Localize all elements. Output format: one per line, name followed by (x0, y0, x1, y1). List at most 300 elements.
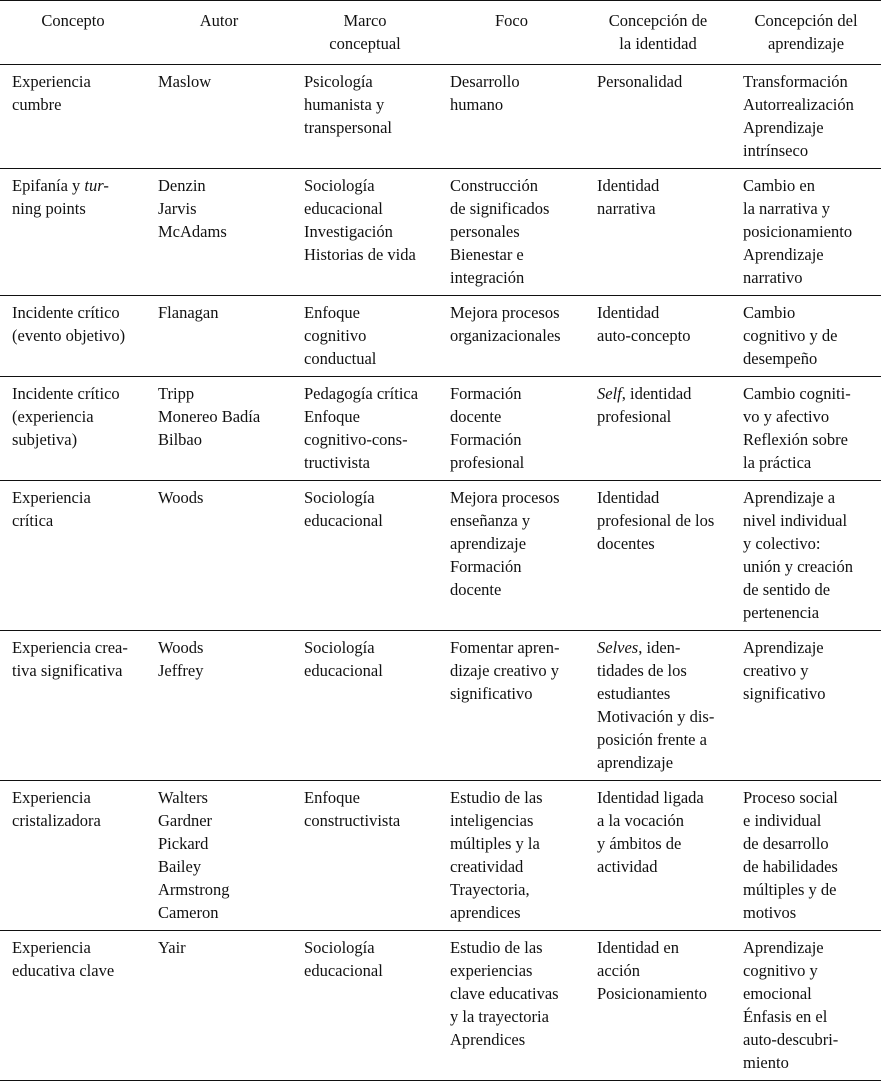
cell-line (304, 93, 432, 116)
cell-text: constructivista (304, 811, 401, 830)
cell-line (304, 382, 432, 405)
cell-line (158, 486, 286, 509)
cell-line (450, 451, 579, 474)
cell-text: Yair (158, 938, 186, 957)
cell-text: intrínseco (743, 141, 809, 160)
cell-text: tidades de los (597, 661, 687, 680)
cell-text: Jarvis (158, 199, 197, 218)
concepto-cell (0, 296, 146, 377)
cell-line (597, 70, 725, 93)
cell-line (158, 832, 286, 855)
cell-line (597, 936, 725, 959)
cell-text: Autorrealización (743, 95, 854, 114)
cell-line (597, 532, 725, 555)
cell-text: Fomentar apren- (450, 638, 560, 657)
cell-line (743, 93, 875, 116)
cell-line (743, 486, 875, 509)
cell-line (743, 1028, 875, 1051)
cell-text: Identidad en (597, 938, 680, 957)
cell-line (597, 174, 725, 197)
cell-line (158, 786, 286, 809)
cell-text: Construcción (450, 176, 538, 195)
cell-text: motivos (743, 903, 797, 922)
foco-cell (438, 296, 585, 377)
concepto-cell (0, 931, 146, 1081)
cell-text: Woods (158, 488, 204, 507)
cell-text: conductual (304, 349, 377, 368)
cell-line (743, 636, 875, 659)
cell-text: docente (450, 580, 502, 599)
table-row (0, 631, 881, 781)
cell-line (597, 405, 725, 428)
cell-line (743, 405, 875, 428)
cell-line (158, 301, 286, 324)
identidad-cell (585, 631, 731, 781)
cell-text: experiencias (450, 961, 533, 980)
cell-line (304, 405, 432, 428)
cell-text: la narrativa y (743, 199, 831, 218)
cell-line (597, 832, 725, 855)
cell-text: educacional (304, 661, 383, 680)
cell-text: tiva significativa (12, 661, 123, 680)
cell-text: Personalidad (597, 72, 683, 91)
cell-text: Incidente crítico (12, 303, 120, 322)
cell-text: (experiencia (12, 407, 94, 426)
cell-text: Motivación y dis- (597, 707, 715, 726)
cell-line (304, 486, 432, 509)
cell-line (597, 301, 725, 324)
marco-cell (292, 377, 438, 481)
cell-text: Reflexión sobre (743, 430, 848, 449)
cell-text: Aprendizaje (743, 245, 824, 264)
concepto-cell (0, 781, 146, 931)
cell-line (743, 578, 875, 601)
identidad-cell (585, 296, 731, 377)
cell-line (450, 405, 579, 428)
cell-line (12, 509, 140, 532)
cell-line (450, 855, 579, 878)
cell-text: integración (450, 268, 525, 287)
cell-line (450, 682, 579, 705)
cell-line (743, 532, 875, 555)
cell-text: Tripp (158, 384, 195, 403)
cell-line (743, 382, 875, 405)
cell-text: Formación (450, 384, 522, 403)
cell-text: creativo y (743, 661, 809, 680)
cell-text: Investigación (304, 222, 393, 241)
header-concepcion-identidad: Concepción de la identidad (608, 11, 708, 53)
cell-text: Identidad (597, 488, 660, 507)
cell-text: Pedagogía crítica (304, 384, 419, 403)
cell-text: Experiencia crea- (12, 638, 128, 657)
cell-text: e individual (743, 811, 822, 830)
cell-text: significativo (450, 684, 533, 703)
cell-text: , identidad (621, 384, 692, 403)
cell-text: Sociología (304, 938, 375, 957)
cell-text: cristalizadora (12, 811, 101, 830)
cell-text: Identidad (597, 176, 660, 195)
cell-line (304, 220, 432, 243)
cell-text: docentes (597, 534, 655, 553)
cell-text: Énfasis en el (743, 1007, 828, 1026)
cell-text: Formación (450, 430, 522, 449)
cell-text: Experiencia (12, 488, 91, 507)
cell-text: enseñanza y (450, 511, 531, 530)
cell-line (450, 266, 579, 289)
cell-line (450, 197, 579, 220)
cell-line (12, 70, 140, 93)
cell-line (597, 705, 725, 728)
autor-cell (146, 481, 292, 631)
cell-text: y colectivo: (743, 534, 821, 553)
cell-text: subjetiva) (12, 430, 78, 449)
cell-text: creatividad (450, 857, 524, 876)
aprendizaje-cell (731, 65, 881, 169)
cell-line (304, 116, 432, 139)
cell-line (743, 509, 875, 532)
cell-line (743, 428, 875, 451)
concepto-cell (0, 631, 146, 781)
aprendizaje-cell (731, 377, 881, 481)
cell-line (450, 809, 579, 832)
cell-text: emocional (743, 984, 812, 1003)
cell-line (12, 809, 140, 832)
autor-cell (146, 377, 292, 481)
cell-line (12, 324, 140, 347)
cell-line (450, 428, 579, 451)
cell-text: la práctica (743, 453, 812, 472)
cell-text: Sociología (304, 488, 375, 507)
cell-line (304, 301, 432, 324)
cell-text: nivel individual (743, 511, 848, 530)
cell-line (12, 428, 140, 451)
cell-line (304, 243, 432, 266)
cell-text: Proceso social (743, 788, 838, 807)
aprendizaje-cell (731, 781, 881, 931)
cell-text: posición frente a (597, 730, 707, 749)
cell-line (158, 659, 286, 682)
cell-text: aprendizaje (450, 534, 527, 553)
cell-text: Identidad ligada (597, 788, 704, 807)
cell-text: Experiencia (12, 72, 91, 91)
identidad-cell (585, 481, 731, 631)
header-autor: Autor (199, 11, 239, 30)
cell-text: Enfoque (304, 788, 360, 807)
cell-line (597, 728, 725, 751)
cell-line (597, 855, 725, 878)
cell-line (450, 324, 579, 347)
cell-line (450, 832, 579, 855)
cell-text: Enfoque (304, 303, 360, 322)
foco-cell (438, 65, 585, 169)
table-row (0, 65, 881, 169)
cell-line (304, 174, 432, 197)
cell-line (743, 832, 875, 855)
cell-text: McAdams (158, 222, 227, 241)
cell-line (304, 197, 432, 220)
cell-text: Woods (158, 638, 204, 657)
cell-line (597, 959, 725, 982)
cell-line (743, 139, 875, 162)
cell-line (158, 174, 286, 197)
cell-text: Bilbao (158, 430, 202, 449)
table-row (0, 781, 881, 931)
marco-cell (292, 781, 438, 931)
cell-line (743, 659, 875, 682)
cell-line (597, 659, 725, 682)
cell-line (743, 959, 875, 982)
cell-line (304, 936, 432, 959)
cell-line (450, 220, 579, 243)
italic-text: Selves (597, 638, 639, 657)
cell-line (158, 855, 286, 878)
cell-text: organizacionales (450, 326, 561, 345)
cell-line (304, 959, 432, 982)
cell-line (12, 197, 140, 220)
cell-text: profesional (597, 407, 672, 426)
cell-text: Cambio cogniti- (743, 384, 851, 403)
cell-line (597, 324, 725, 347)
cell-text: Armstrong (158, 880, 230, 899)
cell-text: Formación (450, 557, 522, 576)
cell-line (597, 382, 725, 405)
cell-text: estudiantes (597, 684, 671, 703)
cell-line (450, 93, 579, 116)
header-concepto: Concepto (41, 11, 105, 30)
cell-text: Maslow (158, 72, 212, 91)
cell-line (450, 486, 579, 509)
cell-line (304, 509, 432, 532)
cell-line (743, 197, 875, 220)
cell-line (12, 174, 140, 197)
autor-cell (146, 931, 292, 1081)
cell-line (450, 382, 579, 405)
cell-text: Identidad (597, 303, 660, 322)
cell-line (158, 878, 286, 901)
autor-cell (146, 631, 292, 781)
cell-text: profesional (450, 453, 525, 472)
marco-cell (292, 65, 438, 169)
cell-text: inteligencias (450, 811, 534, 830)
cell-line (743, 70, 875, 93)
cell-text: Desarrollo (450, 72, 520, 91)
cell-text: Mejora procesos (450, 303, 560, 322)
cell-text: vo y afectivo (743, 407, 830, 426)
cell-line (158, 197, 286, 220)
cell-text: Posicionamiento (597, 984, 707, 1003)
cell-line (743, 324, 875, 347)
table-row (0, 481, 881, 631)
cell-line (158, 809, 286, 832)
table-body (0, 65, 881, 1081)
cell-line (597, 982, 725, 1005)
cell-text: de significados (450, 199, 550, 218)
cell-text: Incidente crítico (12, 384, 120, 403)
cell-line (597, 751, 725, 774)
cell-text: cognitivo-cons- (304, 430, 408, 449)
marco-cell (292, 169, 438, 296)
cell-line (743, 601, 875, 624)
identidad-cell (585, 65, 731, 169)
cell-line (158, 70, 286, 93)
aprendizaje-cell (731, 296, 881, 377)
cell-line (12, 486, 140, 509)
cell-text: de habilidades (743, 857, 838, 876)
cell-line (450, 509, 579, 532)
cell-line (743, 174, 875, 197)
cell-line (743, 878, 875, 901)
marco-cell (292, 631, 438, 781)
cell-line (597, 786, 725, 809)
cell-text: Sociología (304, 638, 375, 657)
cell-text: Denzin (158, 176, 206, 195)
cell-line (304, 324, 432, 347)
cell-line (158, 636, 286, 659)
cell-line (12, 959, 140, 982)
cell-text: cognitivo y de (743, 326, 838, 345)
cell-text: Flanagan (158, 303, 219, 322)
aprendizaje-cell (731, 631, 881, 781)
cell-text: Psicología (304, 72, 373, 91)
cell-text: Walters (158, 788, 208, 807)
cell-line (450, 555, 579, 578)
cell-line (12, 405, 140, 428)
cell-line (304, 786, 432, 809)
cell-text: educacional (304, 961, 383, 980)
cell-line (304, 809, 432, 832)
cell-line (743, 116, 875, 139)
cell-line (743, 1005, 875, 1028)
cell-line (743, 451, 875, 474)
cell-line (304, 70, 432, 93)
cell-text: Aprendizaje a (743, 488, 836, 507)
cell-text: humanista y (304, 95, 385, 114)
cell-line (743, 347, 875, 370)
cell-text: , iden- (638, 638, 681, 657)
cell-text: aprendizaje (597, 753, 674, 772)
cell-text: Aprendices (450, 1030, 526, 1049)
cell-line (304, 347, 432, 370)
cell-text: clave educativas (450, 984, 559, 1003)
concepto-cell (0, 169, 146, 296)
cell-line (12, 936, 140, 959)
header-row (0, 1, 881, 65)
cell-text: crítica (12, 511, 54, 530)
cell-text: Monereo Badía (158, 407, 261, 426)
cell-line (597, 197, 725, 220)
header-marco-conceptual: Marco conceptual (329, 11, 401, 53)
cell-text: múltiples y de (743, 880, 837, 899)
cell-line (304, 428, 432, 451)
autor-cell (146, 169, 292, 296)
cell-line (743, 901, 875, 924)
foco-cell (438, 481, 585, 631)
cell-line (12, 659, 140, 682)
concepto-cell (0, 65, 146, 169)
cell-line (743, 243, 875, 266)
cell-text: auto-descubri- (743, 1030, 839, 1049)
italic-text: tur- (84, 176, 109, 195)
cell-text: narrativa (597, 199, 656, 218)
cell-text: profesional de los (597, 511, 715, 530)
cell-line (743, 786, 875, 809)
cell-text: cognitivo y (743, 961, 818, 980)
table-header (0, 1, 881, 65)
foco-cell (438, 631, 585, 781)
cell-text: Jeffrey (158, 661, 204, 680)
cell-text: Experiencia (12, 938, 91, 957)
table-row (0, 377, 881, 481)
marco-cell (292, 931, 438, 1081)
cell-line (743, 555, 875, 578)
cell-line (450, 70, 579, 93)
cell-line (158, 936, 286, 959)
cell-line (450, 301, 579, 324)
cell-text: unión y creación (743, 557, 853, 576)
italic-text: Self (597, 384, 622, 403)
autor-cell (146, 296, 292, 377)
cell-text: educacional (304, 199, 383, 218)
cell-text: Cambio en (743, 176, 815, 195)
concepto-cell (0, 481, 146, 631)
cell-line (158, 382, 286, 405)
cell-line (304, 636, 432, 659)
cell-text: ning points (12, 199, 86, 218)
cell-line (743, 220, 875, 243)
cell-text: (evento objetivo) (12, 326, 126, 345)
cell-text: narrativo (743, 268, 803, 287)
cell-line (450, 174, 579, 197)
cell-line (12, 382, 140, 405)
cell-text: educativa clave (12, 961, 115, 980)
identidad-cell (585, 931, 731, 1081)
cell-line (597, 809, 725, 832)
foco-cell (438, 931, 585, 1081)
cell-line (450, 936, 579, 959)
aprendizaje-cell (731, 169, 881, 296)
cell-line (450, 1028, 579, 1051)
cell-line (450, 636, 579, 659)
cell-text: acción (597, 961, 641, 980)
cell-text: y la trayectoria (450, 1007, 549, 1026)
cell-text: Bailey (158, 857, 202, 876)
cell-line (158, 405, 286, 428)
cell-text: Enfoque (304, 407, 360, 426)
cell-text: Gardner (158, 811, 213, 830)
cell-line (743, 936, 875, 959)
identidad-cell (585, 169, 731, 296)
cell-line (12, 93, 140, 116)
cell-text: Estudio de las (450, 938, 543, 957)
cell-line (450, 901, 579, 924)
identidad-cell (585, 377, 731, 481)
cell-text: auto-concepto (597, 326, 691, 345)
cell-text: Experiencia (12, 788, 91, 807)
cell-line (743, 682, 875, 705)
cell-text: desempeño (743, 349, 818, 368)
cell-text: educacional (304, 511, 383, 530)
cell-line (304, 659, 432, 682)
cell-line (597, 682, 725, 705)
cell-line (597, 636, 725, 659)
cell-text: Aprendizaje (743, 938, 824, 957)
cell-text: cognitivo (304, 326, 367, 345)
cell-text: aprendices (450, 903, 521, 922)
cell-line (743, 855, 875, 878)
cell-text: Epifanía y (12, 176, 85, 195)
foco-cell (438, 377, 585, 481)
cell-line (743, 982, 875, 1005)
